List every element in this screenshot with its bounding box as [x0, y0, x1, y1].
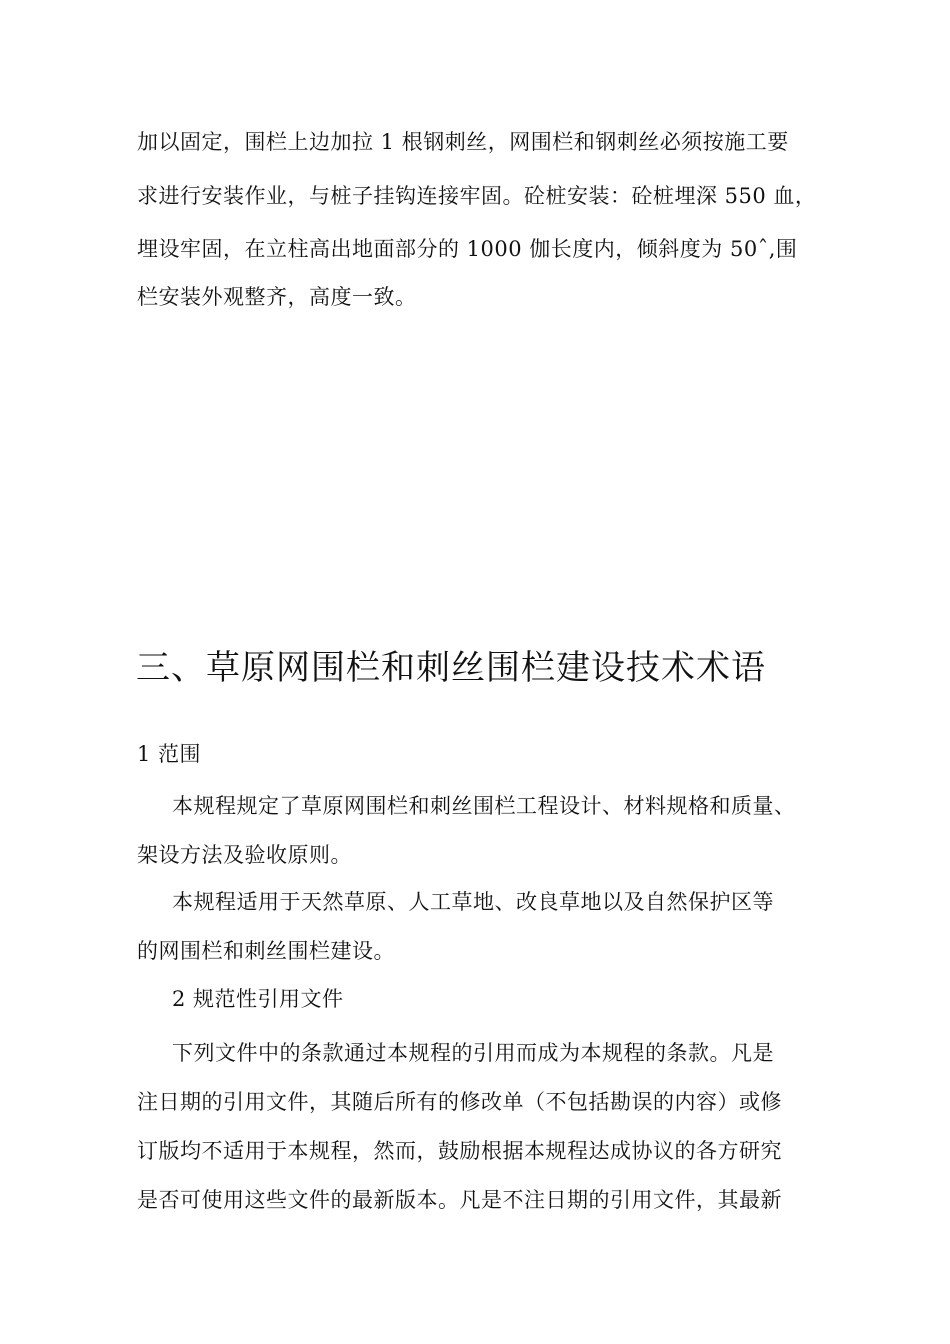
section-heading: 三、草原网围栏和刺丝围栏建设技术术语	[136, 648, 766, 688]
section2-paragraph-line: 下列文件中的条款通过本规程的引用而成为本规程的条款。凡是	[172, 1041, 774, 1065]
intro-paragraph-line: 加以固定，围栏上边加拉 1 根钢刺丝，网围栏和钢刺丝必须按施工要	[137, 130, 789, 154]
intro-paragraph-line: 埋设牢固，在立柱高出地面部分的 1000 伽长度内，倾斜度为 50ˆ,围	[137, 237, 798, 261]
section1-title: 1 范围	[137, 742, 202, 766]
intro-paragraph-line: 栏安装外观整齐，高度一致。	[137, 285, 417, 309]
section1-paragraph2-line: 本规程适用于天然草原、人工草地、改良草地以及自然保护区等	[172, 890, 774, 914]
section1-paragraph2-line: 的网围栏和刺丝围栏建设。	[137, 939, 395, 963]
section1-paragraph1-line: 本规程规定了草原网围栏和刺丝围栏工程设计、材料规格和质量、	[172, 794, 796, 818]
intro-paragraph-line: 求进行安装作业，与桩子挂钩连接牢固。砼桩安装：砼桩埋深 550 血，	[137, 184, 817, 208]
section2-paragraph-line: 是否可使用这些文件的最新版本。凡是不注日期的引用文件，其最新	[137, 1188, 782, 1212]
section2-paragraph-line: 订版均不适用于本规程，然而，鼓励根据本规程达成协议的各方研究	[137, 1139, 782, 1163]
section2-paragraph-line: 注日期的引用文件，其随后所有的修改单（不包括勘误的内容）或修	[137, 1090, 782, 1114]
section2-title: 2 规范性引用文件	[172, 987, 344, 1011]
section1-paragraph1-line: 架设方法及验收原则。	[137, 843, 352, 867]
